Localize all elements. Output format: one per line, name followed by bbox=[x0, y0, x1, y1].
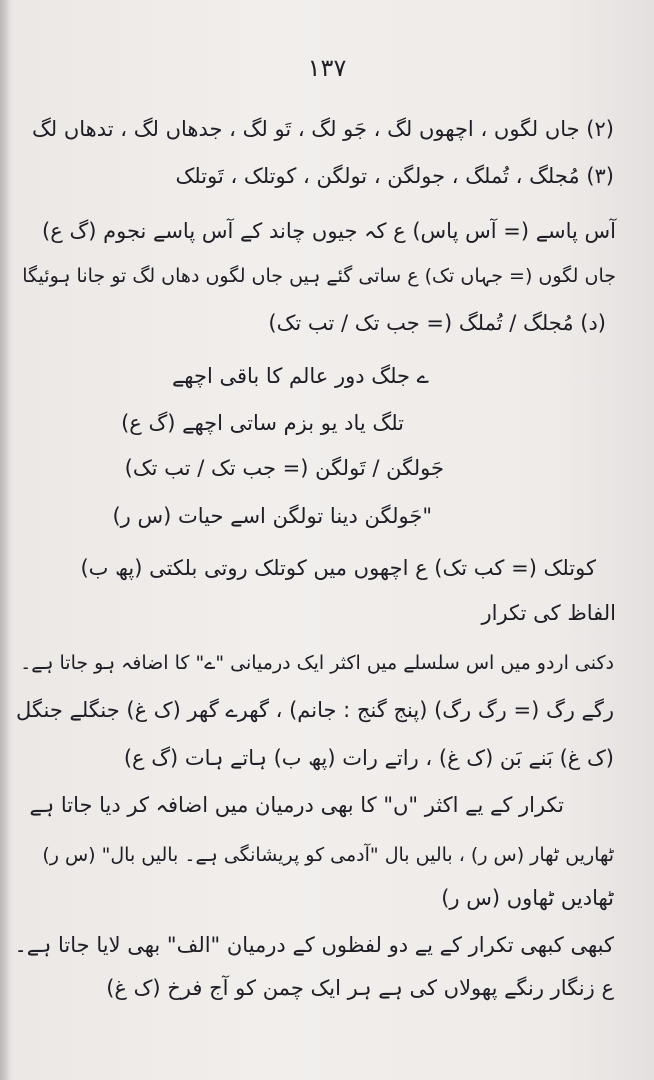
text-line: کبھی کبھی تکرار کے یے دو لفظوں کے درمیان "الف" بھی لایا جاتا ہے۔ bbox=[14, 933, 614, 957]
text-line: جَولگن / تَولگن (= جب تک / تب تک) bbox=[124, 456, 444, 480]
text-line: جاں لگوں (= جہاں تک) ع ساتی گئے ہیں جاں لگوں دھاں لگ تو جانا ہوئیگا bbox=[22, 265, 616, 287]
text-line: ٹھادیں ٹھاوں (س ر) bbox=[441, 886, 614, 910]
verse-line: ے جلگ دور عالم کا باقی اچھے bbox=[171, 364, 429, 388]
text-line: (د) مُجلگ / تُملگ (= جب تک / تب تک) bbox=[268, 311, 606, 335]
page-number: ١٣٧ bbox=[307, 54, 347, 82]
section-heading: الفاظ کی تکرار bbox=[481, 601, 616, 625]
verse-line: تلگ یاد یو بزم ساتی اچھے (گ ع) bbox=[121, 411, 404, 435]
text-line: رگے رگ (= رگ رگ) (پنج گنج : جانم) ، گھرے گھر (ک غ) جنگلے جنگل bbox=[16, 698, 614, 722]
text-line: ٹھاریں ٹھار (س ر) ، بالیں بال "آدمی کو پریشانگی ہے۔ بالیں بال" (س ر) bbox=[42, 844, 614, 866]
text-line: آس پاسے (= آس پاس) ع کہ جیوں چاند کے آس پاسے نجوم (گ ع) bbox=[42, 219, 616, 243]
text-line: تکرار کے یے اکثر "ں" کا بھی درمیان میں اضافہ کر دیا جاتا ہے bbox=[29, 793, 564, 817]
text-line: کوتلک (= کب تک) ع اچھوں میں کوتلک روتی بلکتی (پھ ب) bbox=[80, 556, 596, 580]
text-line: (٢) جاں لگوں ، اچھوں لگ ، جَو لگ ، تَو لگ ، جدھاں لگ ، تدھاں لگ bbox=[31, 117, 614, 141]
text-line: (ک غ) بَنے بَن (ک غ) ، راتے رات (پھ ب) ہاتے ہات (گ ع) bbox=[123, 746, 614, 770]
text-line: (٣) مُجلگ ، تُملگ ، جولگن ، تولگن ، کوتلک ، تَوتلک bbox=[175, 164, 614, 188]
verse-line: ع زنگار رنگے پھولاں کی ہے ہر ایک چمن کو آج فرخ (ک غ) bbox=[106, 976, 614, 1000]
verse-line: "جَولگن دینا تولگن اسے حیات (س ر) bbox=[112, 504, 432, 528]
text-line: دکنی اردو میں اس سلسلے میں اکثر ایک درمیانی "ے" کا اضافہ ہو جاتا ہے۔ bbox=[20, 652, 614, 674]
